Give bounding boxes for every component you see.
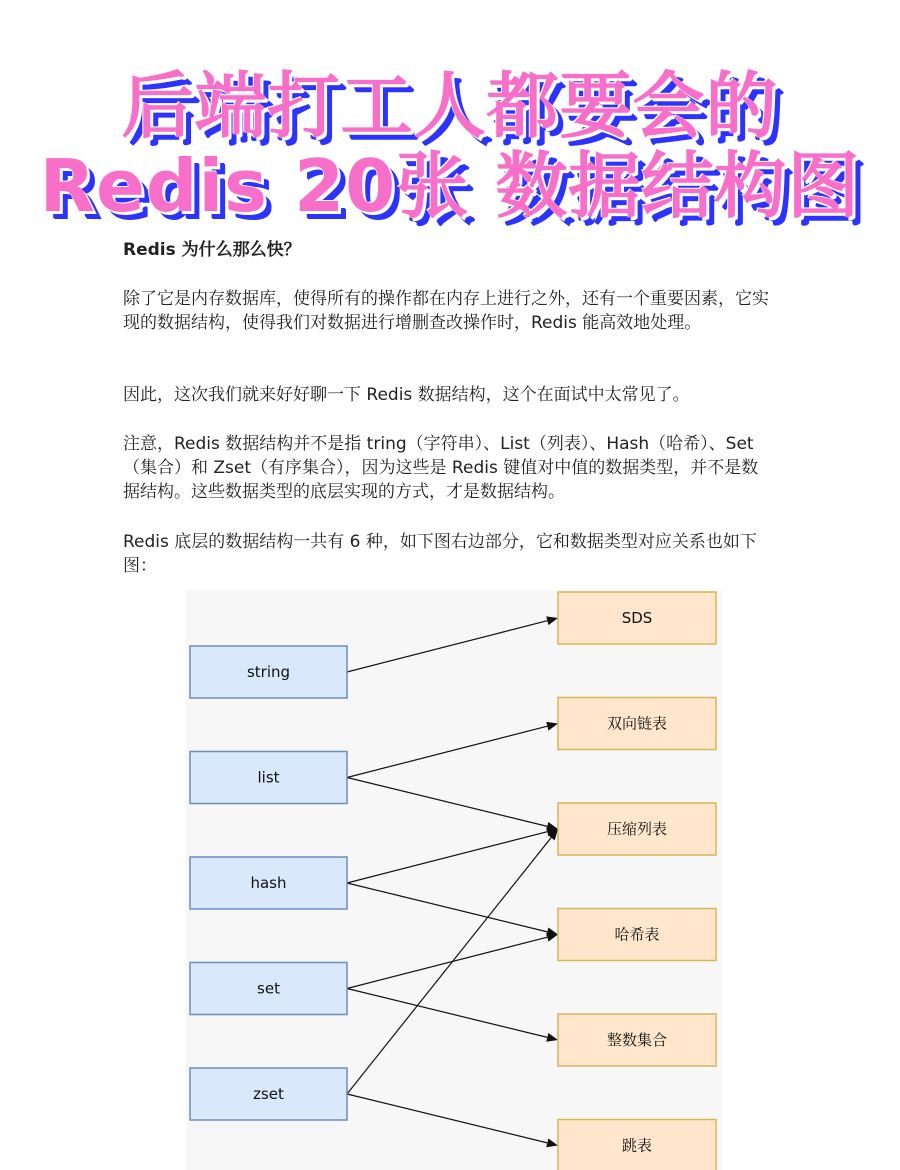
data-type-node-1-label: list (257, 768, 280, 787)
article-paragraph-2: 因此，这次我们就来好好聊一下 Redis 数据结构，这个在面试中太常见了。 (123, 385, 690, 405)
cover-title-line-1: 后端打工人都要会的 (121, 64, 779, 148)
redis-data-structure-diagram (186, 590, 722, 1170)
article-heading: Redis 为什么那么快？ (123, 240, 301, 260)
structure-node-1-label: 双向链表 (606, 714, 668, 733)
cover-title-line-2: Redis 20张 数据结构图 (39, 144, 861, 228)
structure-node-2-label: 压缩列表 (606, 820, 668, 838)
structure-node-0-label: SDS (621, 609, 653, 627)
structure-node-4-label: 整数集合 (606, 1031, 668, 1049)
structure-node-5-label: 跳表 (621, 1136, 653, 1155)
structure-node-3-label: 哈希表 (614, 925, 660, 944)
article-paragraph-1: 除了它是内存数据库，使得所有的操作都在内存上进行之外，还有一个重要因素，它实现的数据结构，使得我们对数据进行增删查改操作时，Redis 能高效地处理。 (123, 289, 769, 333)
article-paragraph-4: Redis 底层的数据结构一共有 6 种，如下图右边部分，它和数据类型对应关系也如下图： (123, 532, 757, 576)
article-paragraph-3: 注意，Redis 数据结构并不是指 tring（字符串）、List（列表）、Hash（哈希）、Set（集合）和 Zset（有序集合），因为这些是 Redis 键值对中值的数据类型，并不是数据结构。这些数据类型的底层实现的方式，才是数据结构。 (123, 434, 759, 502)
data-type-node-2-label: hash (250, 874, 287, 892)
data-type-node-3-label: set (257, 979, 280, 998)
data-type-node-4-label: zset (253, 1085, 284, 1103)
data-type-node-0-label: string (246, 663, 291, 681)
